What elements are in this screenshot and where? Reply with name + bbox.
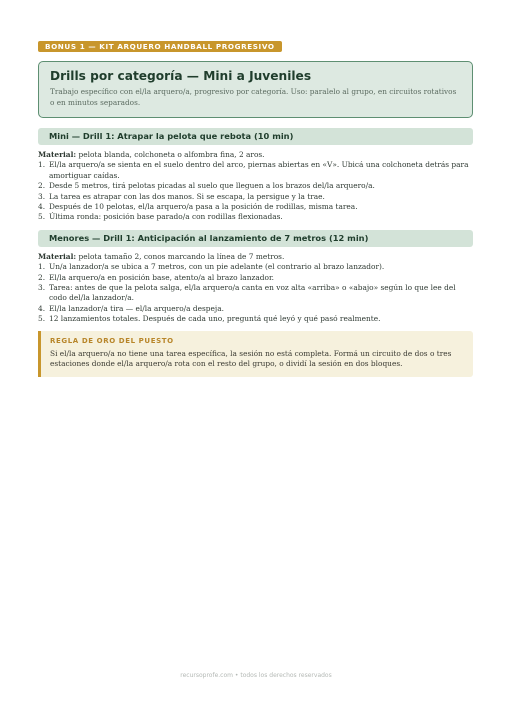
list-item [38, 273, 473, 283]
list-item [38, 283, 473, 304]
list-item [38, 192, 473, 202]
step-number: 2. [38, 181, 46, 191]
step-number: 4. [38, 202, 46, 212]
step-text: 12 lanzamientos totales. Después de cada uno, preguntá qué leyó y qué pasó realmente. [49, 314, 381, 324]
step-text: Un/a lanzador/a se ubica a 7 metros, con un pie adelante (el contrario al brazo lanzador). [49, 262, 385, 272]
list-item [38, 212, 473, 222]
step-number: 1. [38, 262, 46, 272]
step-text: El/la arquero/a en posición base, atento/a al brazo lanzador. [49, 272, 275, 282]
callout-title: REGLA DE ORO DEL PUESTO [50, 336, 174, 345]
step-text: La tarea es atrapar con las dos manos. Si se escapa, la persigue y la trae. [49, 191, 325, 201]
steps-list-menores [38, 262, 473, 324]
step-number: 4. [38, 303, 46, 313]
callout-text: Si el/la arquero/a no tiene una tarea específica, la sesión no está completa. Formá un circuito de dos o tres estaciones donde el/la arquero/a rota con el resto del grupo, o dividí la sesión en dos bloques. [50, 348, 452, 369]
list-item [38, 181, 473, 191]
hero-card [38, 61, 473, 118]
step-text: Desde 5 metros, tirá pelotas picadas al suelo que lleguen a los brazos del/la arquero/a. [49, 181, 375, 191]
list-item [38, 160, 473, 181]
step-text: Después de 10 pelotas, el/la arquero/a pasa a la posición de rodillas, misma tarea. [49, 202, 358, 212]
material-menores [38, 252, 473, 262]
material-label: Material: [38, 251, 77, 261]
steps-list-mini [38, 160, 473, 222]
step-number: 1. [38, 160, 46, 170]
bonus-tag: BONUS 1 — KIT ARQUERO HANDBALL PROGRESIVO [38, 41, 282, 52]
page-content [38, 34, 473, 377]
page-footer: recursoprofe.com • todos los derechos reservados [180, 672, 332, 679]
material-text: pelota blanda, colchoneta o alfombra fina, 2 aros. [76, 150, 265, 159]
list-item [38, 202, 473, 212]
material-mini [38, 150, 473, 160]
step-number: 3. [38, 191, 46, 201]
step-number: 3. [38, 283, 46, 293]
section-header-menores: Menores — Drill 1: Anticipación al lanzamiento de 7 metros (12 min) [38, 230, 473, 247]
step-text: El/la lanzador/a tira — el/la arquero/a despeja. [49, 303, 224, 313]
golden-rule-callout [38, 331, 473, 377]
section-header-mini: Mini — Drill 1: Atrapar la pelota que rebota (10 min) [38, 128, 473, 145]
material-label: Material: [38, 150, 77, 159]
step-text: Última ronda: posición base parado/a con rodillas flexionadas. [49, 212, 283, 222]
list-item [38, 262, 473, 272]
page-subtitle: Trabajo específico con el/la arquero/a, progresivo por categoría. Uso: paralelo al grupo, en circuitos rotativos o en minutos separados. [50, 87, 457, 107]
step-number: 5. [38, 212, 46, 222]
step-number: 2. [38, 272, 46, 282]
list-item [38, 304, 473, 314]
step-text: El/la arquero/a se sienta en el suelo dentro del arco, piernas abiertas en «V». Ubicá una colchoneta detrás para amortiguar caídas. [49, 160, 469, 180]
step-text: Tarea: antes de que la pelota salga, el/la arquero/a canta en voz alta «arriba» o «abajo» según lo que lee del codo del/la lanzador/a. [49, 283, 456, 303]
page-title: Drills por categoría — Mini a Juveniles [50, 69, 312, 83]
step-number: 5. [38, 314, 46, 324]
material-text: pelota tamaño 2, conos marcando la línea de 7 metros. [76, 251, 285, 261]
list-item [38, 314, 473, 324]
